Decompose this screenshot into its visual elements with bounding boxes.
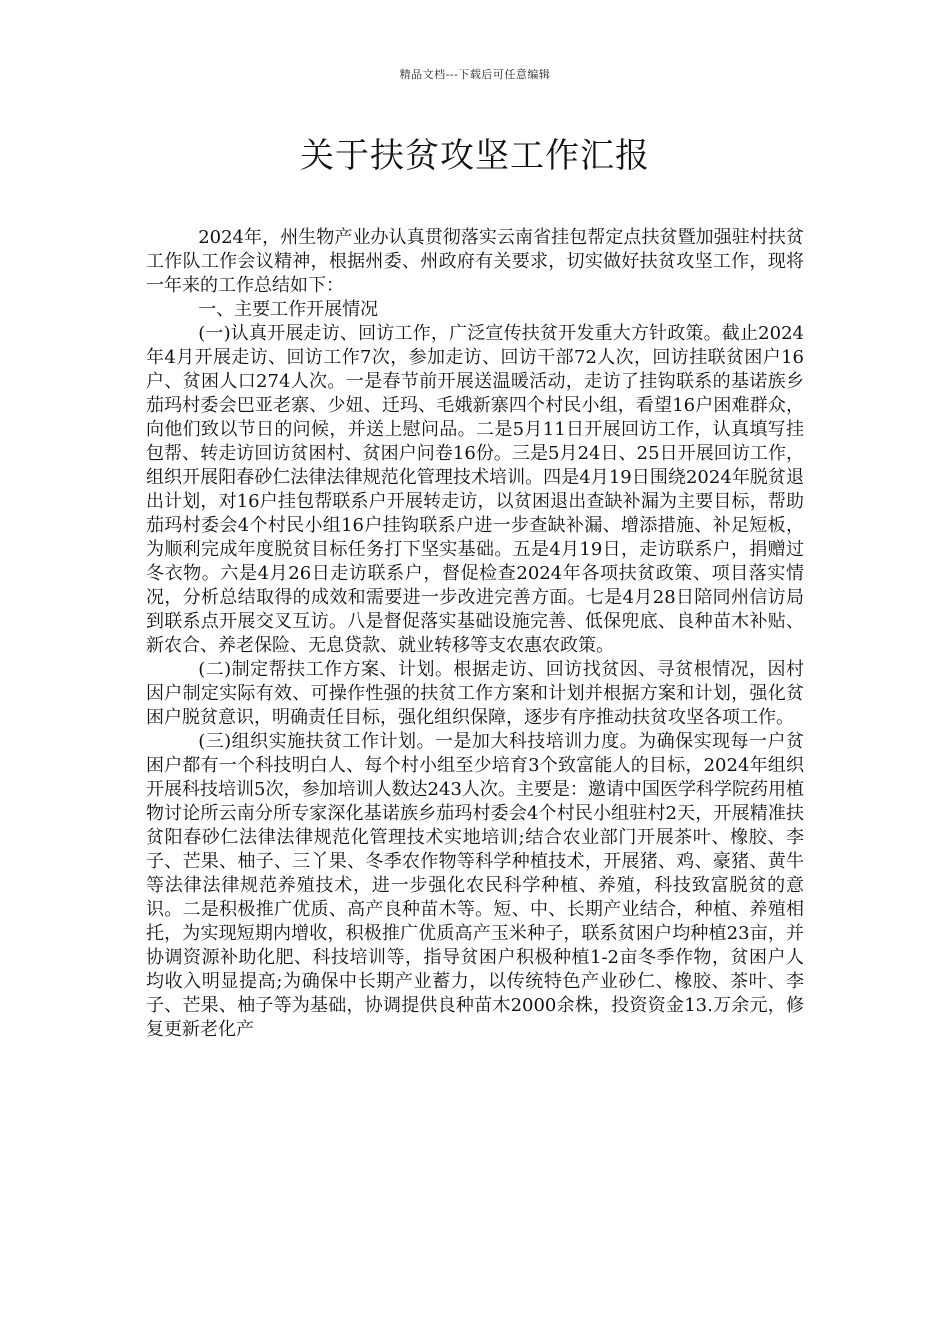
document-title: 关于扶贫攻坚工作汇报 <box>300 136 650 176</box>
document-body <box>146 226 804 1042</box>
header-note: 精品文档---下载后可任意编辑 <box>399 68 551 81</box>
section-heading-main-work: 一、主要工作开展情况 <box>198 299 379 320</box>
paragraph-intro: 2024年，州生物产业办认真贯彻落实云南省挂包帮定点扶贫暨加强驻村扶贫工作队工作会议精神，根据州委、州政府有关要求，切实做好扶贫攻坚工作，现将一年来的工作总结如下： <box>146 227 804 296</box>
paragraph-visits: (一)认真开展走访、回访工作，广泛宣传扶贫开发重大方针政策。截止2024年4月开展走访、回访工作7次，参加走访、回访干部72人次，回访挂联贫困户16户、贫困人口274人次。一是春节前开展送温暖活动，走访了挂钩联系的基诺族乡茄玛村委会巴亚老寨、少妞、迁玛、毛娥新寨四个村民小组，看望16户困难群众，向他们致以节日的问候，并送上慰问品。二是5月11日开展回访工作，认真填写挂包帮、转走访回访贫困村、贫困户问卷16份。三是5月24日、25日开展回访工作，组织开展阳春砂仁法律法律规范化管理技术培训。四是4月19日围绕2024年脱贫退出计划，对16户挂包帮联系户开展转走访，以贫困退出查缺补漏为主要目标，帮助茄玛村委会4个村民小组16户挂钩联系户进一步查缺补漏、增添措施、补足短板，为顺利完成年度脱贫目标任务打下坚实基础。五是4月19日，走访联系户，捐赠过冬衣物。六是4月26日走访联系户，督促检查2024年各项扶贫政策、项目落实情况，分析总结取得的成效和需要进一步改进完善方面。七是4月28日陪同州信访局到联系点开展交叉互访。八是督促落实基础设施完善、低保兜底、良种苗木补贴、新农合、养老保险、无息贷款、就业转移等支农惠农政策。 <box>146 323 804 656</box>
paragraph-implementation: (三)组织实施扶贫工作计划。一是加大科技培训力度。为确保实现每一户贫困户都有一个科技明白人、每个村小组至少培育3个致富能人的目标，2024年组织开展科技培训5次，参加培训人数达243人次。主要是：邀请中国医学科学院药用植物讨论所云南分所专家深化基诺族乡茄玛村委会4个村民小组驻村2天，开展精准扶贫阳春砂仁法律法律规范化管理技术实地培训;结合农业部门开展茶叶、橡胶、李子、芒果、柚子、三丫果、冬季农作物等科学种植技术，开展猪、鸡、豪猪、黄牛等法律法律规范养殖技术，进一步强化农民科学种植、养殖，科技致富脱贫的意识。二是积极推广优质、高产良种苗木等。短、中、长期产业结合，种植、养殖相托，为实现短期内增收，积极推广优质高产玉米种子，联系贫困户均种植23亩，并协调资源补助化肥、科技培训等，指导贫困户积极种植1-2亩冬季作物，贫困户人均收入明显提高;为确保中长期产业蓄力，以传统特色产业砂仁、橡胶、茶叶、李子、芒果、柚子等为基础，协调提供良种苗木2000余株，投资资金13.万余元，修复更新老化产 <box>146 731 804 1040</box>
paragraph-plan: (二)制定帮扶工作方案、计划。根据走访、回访找贫因、寻贫根情况，因村因户制定实际有效、可操作性强的扶贫工作方案和计划并根据方案和计划，强化贫困户脱贫意识，明确责任目标，强化组织保障，逐步有序推动扶贫攻坚各项工作。 <box>146 659 804 728</box>
